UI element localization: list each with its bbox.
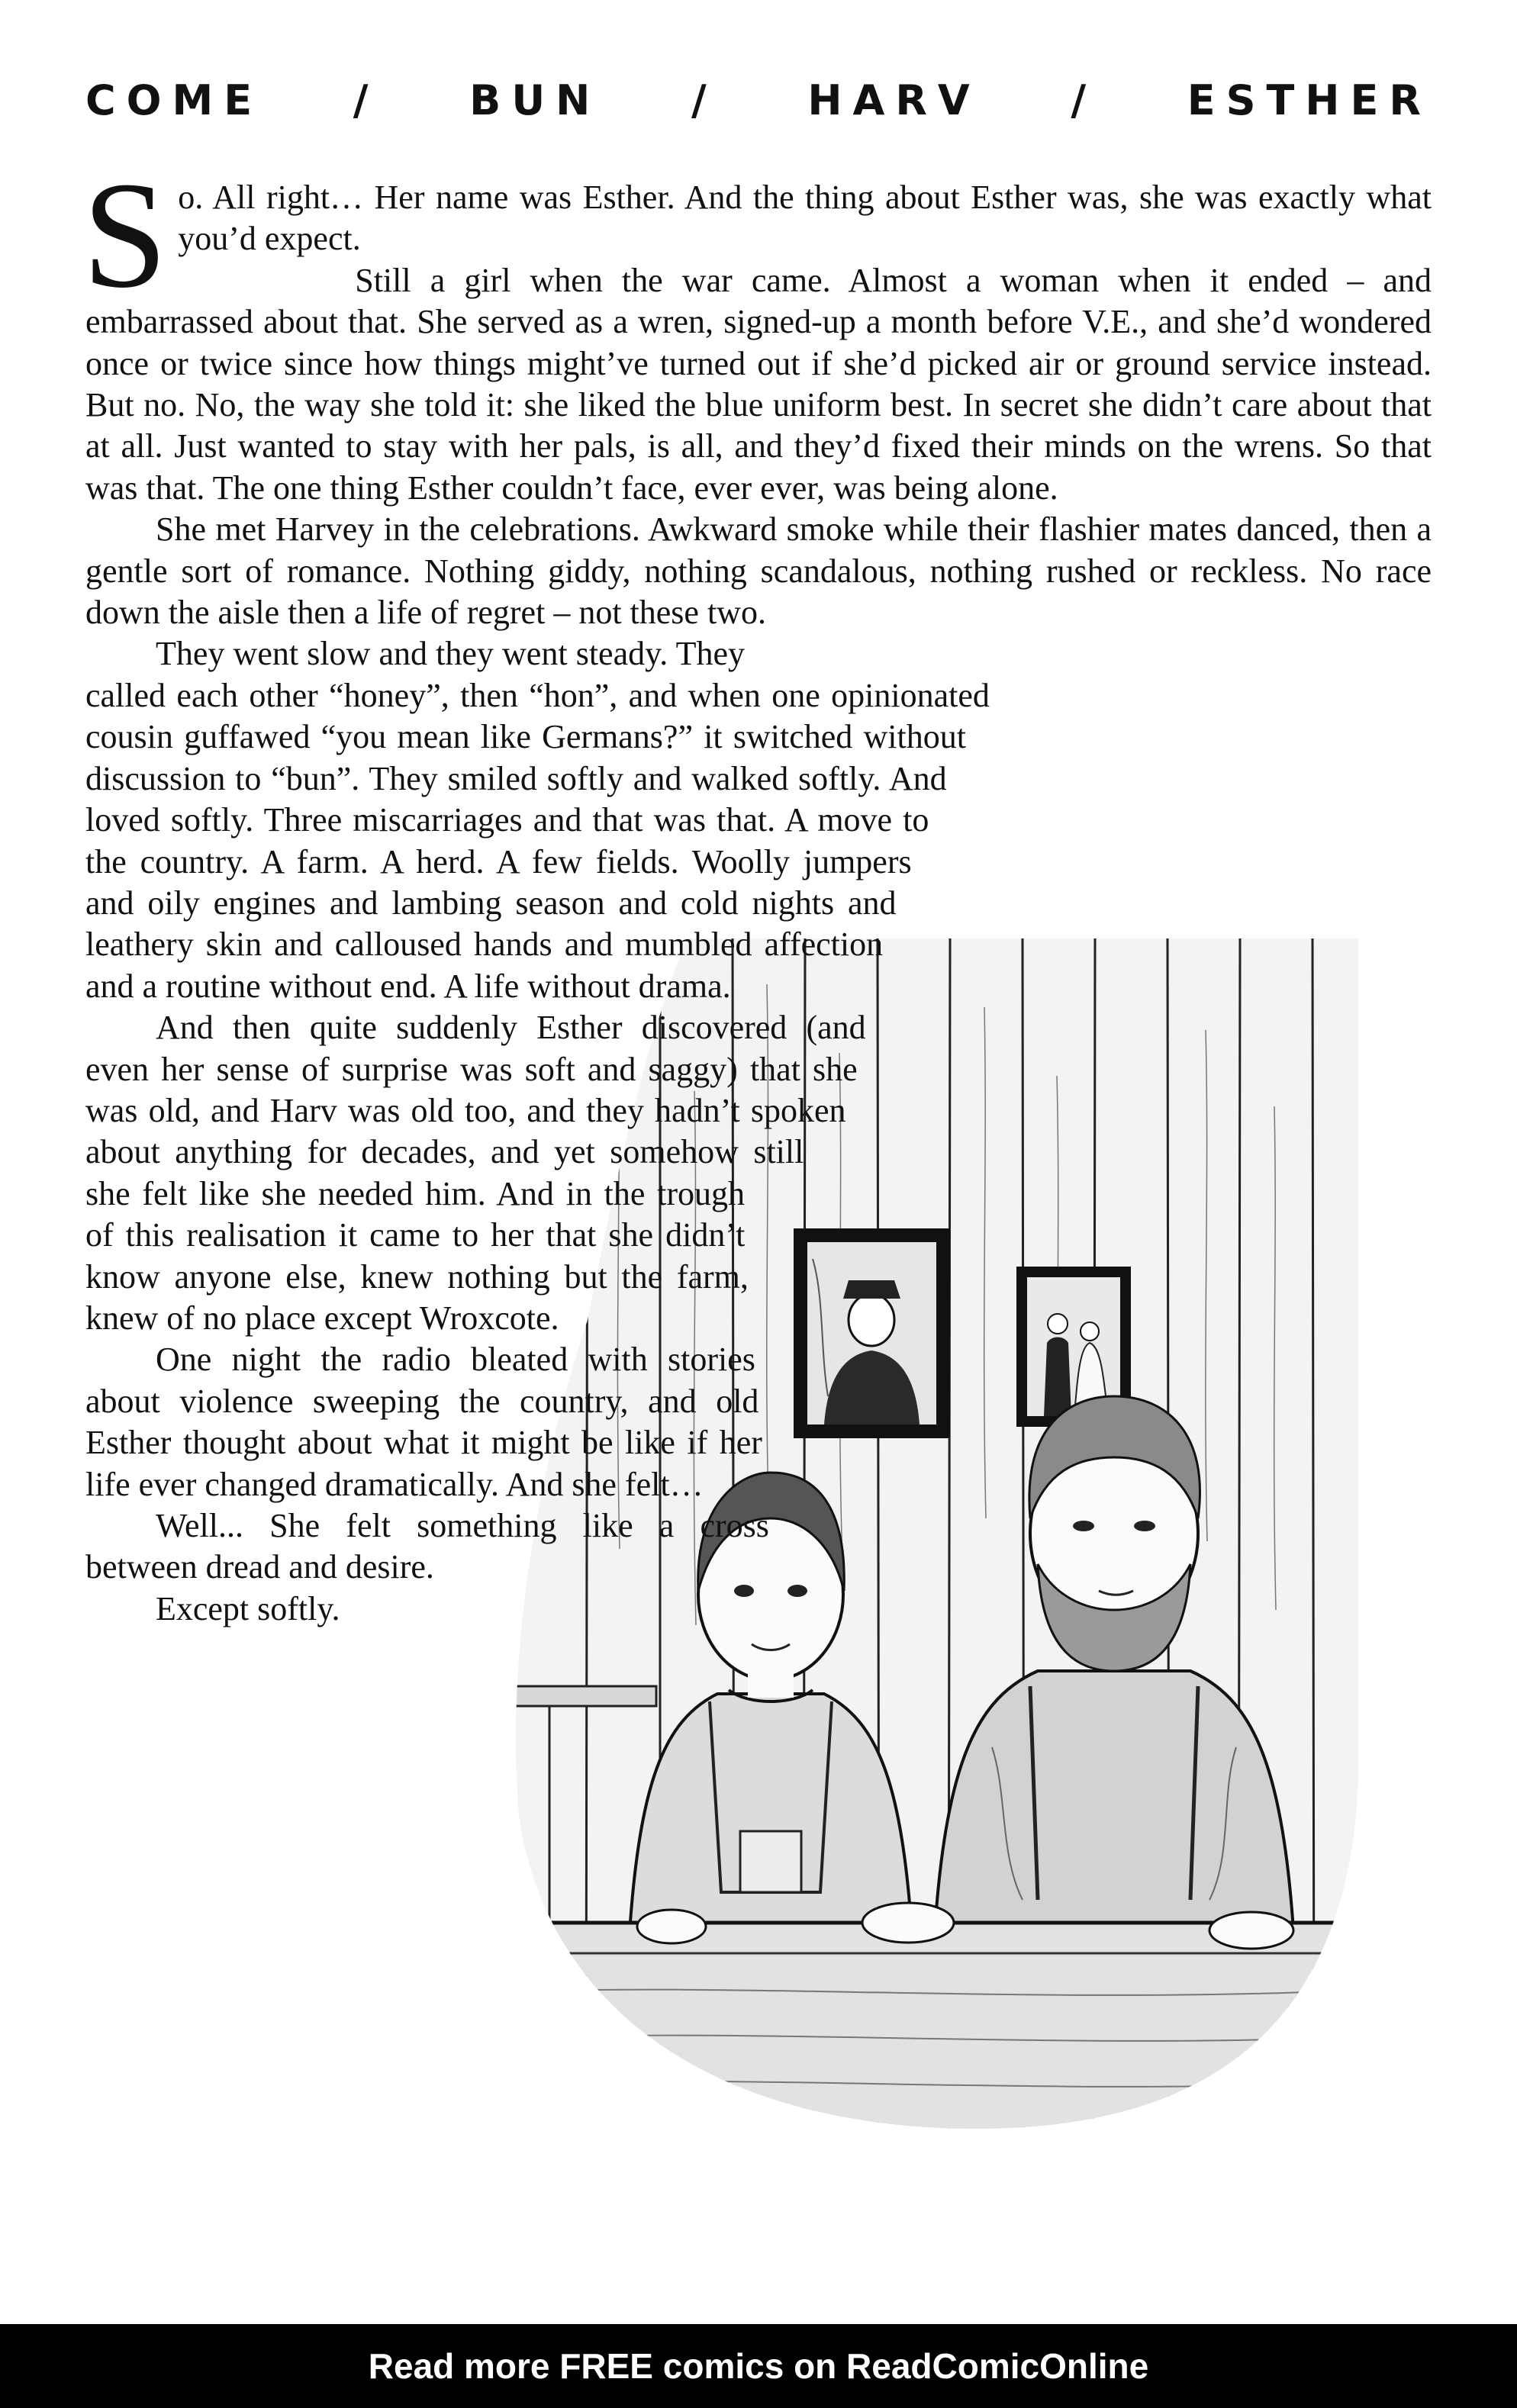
title-word-bun: BUN (469, 76, 601, 124)
promo-banner[interactable] (0, 2324, 1517, 2408)
story-paragraph-1 (82, 151, 1432, 509)
title-separator: / (353, 76, 379, 124)
story-text (82, 151, 1432, 1862)
paragraph-text: Still a girl when the war came. Almost a woman when it ended – and embarrassed about that. She served as a wren, signed-up a month before V.E., and she’d wondered once or twice since how things might’ve turned out if she’d picked air or ground service instead. But no. No, the way she told it: she liked the blue uniform best. In secret she didn’t care about that at all. Just wanted to stay with her pals, is all, and they’d fixed their minds on the wrens. So that was that. The one thing Esther couldn’t face, ever ever, was being alone. (85, 261, 1432, 507)
story-paragraph-6: Well... She felt something like a cross between dread and desire. (85, 1507, 769, 1586)
story-paragraph-5: One night the radio bleated with stories about violence sweeping the country, and old Esther thought about what it might be like if her life ever changed dramatically. And she felt… (85, 1341, 762, 1503)
story-paragraph-2: She met Harvey in the celebrations. Awkward smoke while their flashier mates danced, then a gentle sort of romance. Nothing giddy, nothing scandalous, nothing rushed or reckless. No race down the aisle then a life of regret – not these two. (85, 510, 1432, 632)
story-paragraph-3: They went slow and they went steady. They called each other “honey”, then “hon”, and when one opinionated cousin guffawed “you mean like Germans?” it switched without discussion to “bun”. They smiled softly and walked softly. And loved softly. Three miscarriages and that was that. A move to the country. A farm. A herd. A few fields. Woolly jumpers and oily engines and lambing season and cold nights and leathery skin and calloused hands and mumbled affection and a routine without end. A life without drama. (85, 635, 990, 1005)
promo-banner-text[interactable]: Read more FREE comics on ReadComicOnline (368, 2346, 1149, 2386)
drop-cap: S (82, 151, 168, 320)
title-separator: / (1071, 76, 1097, 124)
title-word-come: COME (85, 76, 263, 124)
story-paragraph-7: Except softly. (156, 1589, 340, 1627)
table (504, 1923, 1358, 2129)
title-word-harv: HARV (807, 76, 981, 124)
page-title (85, 73, 1432, 128)
title-separator: / (691, 76, 717, 124)
story-paragraph-4: And then quite suddenly Esther discovered (and even her sense of surprise was soft and saggy) that she was old, and Harv was old too, and they hadn’t spoken about anything for decades, and yet somehow still she felt like she needed him. And in the trough of this realisation it came to her that she didn’t know anyone else, knew nothing but the farm, knew of no place except Wroxcote. (85, 1009, 866, 1337)
paragraph-text: o. All right… Her name was Esther. And the thing about Esther was, she was exactly what you’d expect. (178, 179, 1432, 258)
title-word-esther: ESTHER (1187, 76, 1432, 124)
